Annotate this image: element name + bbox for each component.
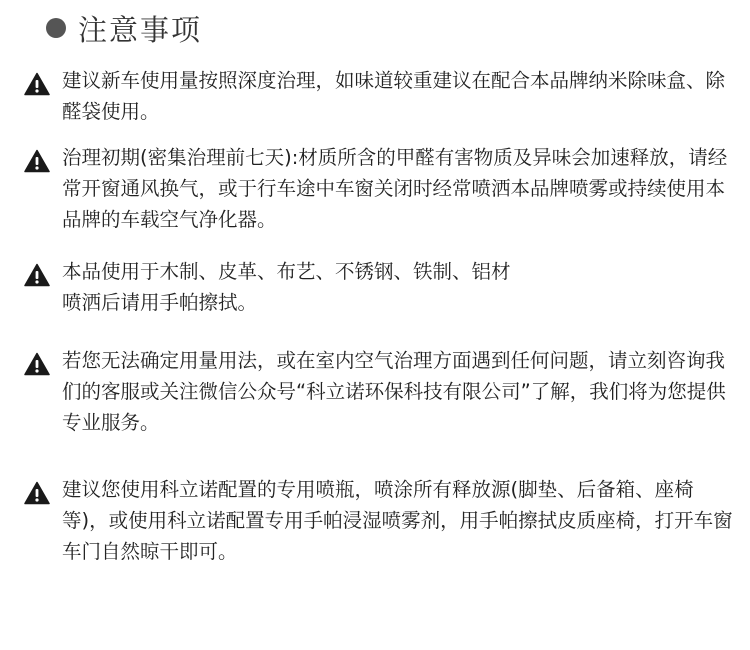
section-header (46, 8, 202, 48)
note-item (24, 256, 740, 318)
note-text: 建议您使用科立诺配置的专用喷瓶，喷涂所有释放源(脚垫、后备箱、座椅等)，或使用科立诺配置专用手帕浸湿喷雾剂，用手帕擦拭皮质座椅，打开车窗车门自然晾干即可。 (62, 478, 733, 563)
bullet-dot (46, 18, 66, 38)
note-line: 喷洒后请用手帕擦拭。 (62, 291, 258, 314)
warning-icon (24, 263, 50, 287)
note-item (24, 65, 740, 127)
note-text: 若您无法确定用量用法，或在室内空气治理方面遇到任何问题，请立刻咨询我们的客服或关注微信公众号“科立诺环保科技有限公司”了解，我们将为您提供专业服务。 (62, 349, 726, 434)
note-text: 建议新车使用量按照深度治理，如味道较重建议在配合本品牌纳米除味盒、除醛袋使用。 (62, 69, 726, 123)
note-item (24, 345, 740, 438)
warning-icon (24, 72, 50, 96)
note-text (62, 256, 511, 318)
note-text: 治理初期(密集治理前七天):材质所含的甲醛有害物质及异味会加速释放，请经常开窗通风换气，或于行车途中车窗关闭时经常喷洒本品牌喷雾或持续使用本品牌的车载空气净化器。 (62, 146, 728, 231)
warning-icon (24, 352, 50, 376)
note-item (24, 474, 740, 567)
section-title: 注意事项 (78, 12, 203, 47)
note-item (24, 142, 740, 235)
note-line: 本品使用于木制、皮革、布艺、不锈钢、铁制、铝材 (62, 260, 511, 283)
warning-icon (24, 149, 50, 173)
warning-icon (24, 481, 50, 505)
